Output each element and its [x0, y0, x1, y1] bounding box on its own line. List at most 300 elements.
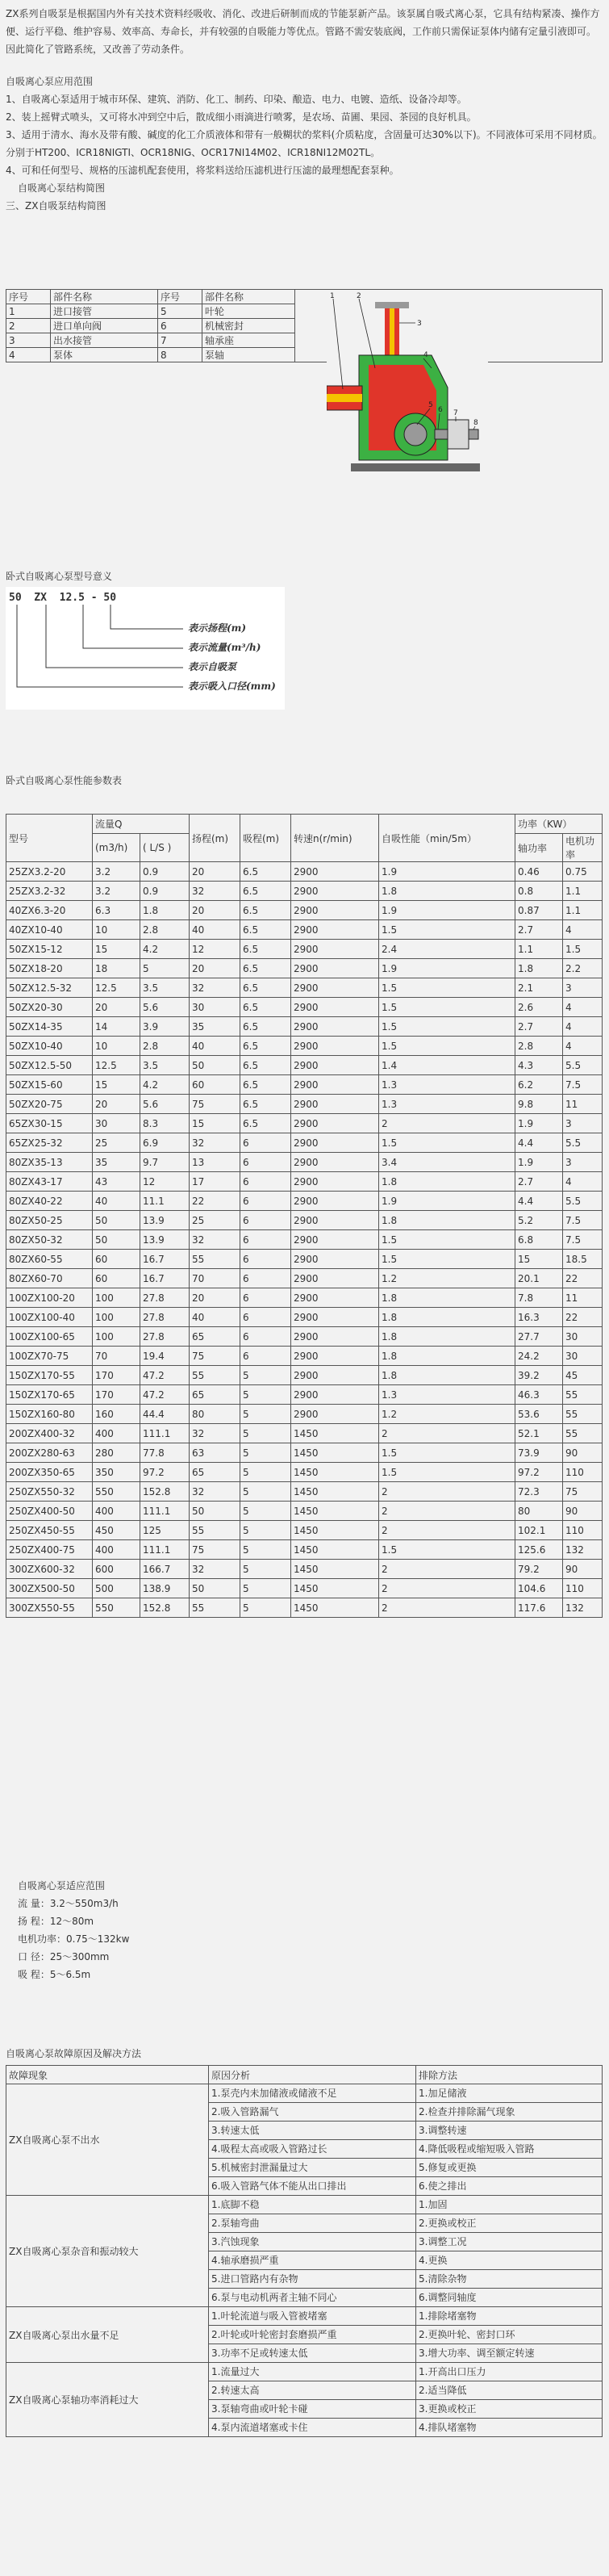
app-title: 自吸离心泵应用范围	[6, 76, 94, 87]
params-cell: 6.5	[240, 940, 291, 959]
params-cell: 2900	[291, 1037, 379, 1056]
params-cell: 1.5	[379, 1443, 515, 1463]
params-cell: 17	[190, 1172, 240, 1192]
params-cell: 19.4	[140, 1347, 190, 1366]
params-cell: 6.9	[140, 1133, 190, 1153]
params-cell: 16.7	[140, 1269, 190, 1288]
params-cell: 150ZX170-65	[6, 1385, 93, 1405]
params-cell: 22	[563, 1308, 603, 1327]
params-cell: 3.2	[93, 862, 140, 882]
th-motor: 电机功率	[563, 834, 603, 862]
params-cell: 1.8	[379, 1347, 515, 1366]
params-cell: 55	[563, 1385, 603, 1405]
params-cell: 104.6	[515, 1579, 563, 1598]
params-cell: 111.1	[140, 1540, 190, 1560]
params-cell: 80ZX50-25	[6, 1211, 93, 1230]
fix-item: 6.调整同轴度	[416, 2288, 602, 2306]
cause-item: 4.泵内流道堵塞或卡住	[209, 2418, 415, 2436]
fault-symptom: ZX自吸离心泵不出水	[6, 2084, 209, 2196]
params-cell: 5.6	[140, 998, 190, 1017]
params-row	[6, 1502, 603, 1521]
params-row	[6, 1056, 603, 1075]
params-cell: 6.5	[240, 1056, 291, 1075]
params-cell: 20	[93, 1095, 140, 1114]
params-cell: 32	[190, 1560, 240, 1579]
params-cell: 13.9	[140, 1230, 190, 1250]
params-cell: 50	[93, 1230, 140, 1250]
params-cell: 47.2	[140, 1385, 190, 1405]
params-row	[6, 1288, 603, 1308]
fault-row	[6, 2307, 603, 2363]
params-cell: 90	[563, 1560, 603, 1579]
params-cell: 6.5	[240, 1114, 291, 1133]
params-cell: 1.5	[379, 1540, 515, 1560]
params-cell: 6.5	[240, 901, 291, 920]
params-cell: 150ZX160-80	[6, 1405, 93, 1424]
params-cell: 12	[190, 940, 240, 959]
params-cell: 32	[190, 882, 240, 901]
intro-text: ZX系列自吸泵是根据国内外有关技术资料经吸收、消化、改进后研制而成的节能泵新产品。该泵属自吸式离心泵，它具有结构紧凑、操作方便、运行平稳、维护容易、效率高、寿命长，并有较强的自吸能力等优点。管路不需安装底阀，工作前只需保证泵体内储有定量引液即可。因此简化了管路系统，又改善了劳动条件。	[6, 8, 600, 55]
params-cell: 11	[563, 1288, 603, 1308]
params-cell: 2	[379, 1521, 515, 1540]
params-cell: 110	[563, 1579, 603, 1598]
app-item-2: 2、装上摇臂式喷头，又可将水冲到空中后，散成细小雨滴进行喷雾，是农场、苗圃、果园、茶园的良好机具。	[6, 111, 477, 123]
params-cell: 20.1	[515, 1269, 563, 1288]
params-cell: 75	[563, 1482, 603, 1502]
model-note-head: 表示扬程(m)	[188, 622, 247, 634]
params-cell: 5	[240, 1502, 291, 1521]
params-cell: 90	[563, 1502, 603, 1521]
params-cell: 1.8	[515, 959, 563, 978]
params-cell: 100ZX100-65	[6, 1327, 93, 1347]
range-item-3: 电机功率：0.75～132kw	[18, 1933, 130, 1945]
params-cell: 27.8	[140, 1288, 190, 1308]
params-cell: 110	[563, 1463, 603, 1482]
params-cell: 80ZX43-17	[6, 1172, 93, 1192]
params-cell: 2.8	[140, 920, 190, 940]
params-cell: 2	[379, 1482, 515, 1502]
params-cell: 0.87	[515, 901, 563, 920]
fix-item: 1.开高出口压力	[419, 2366, 486, 2377]
params-cell: 12.5	[93, 978, 140, 998]
fix-item: 5.清除杂物	[416, 2269, 602, 2288]
params-cell: 100	[93, 1327, 140, 1347]
params-cell: 15	[190, 1114, 240, 1133]
params-cell: 2900	[291, 862, 379, 882]
range-item-5: 吸 程：5～6.5m	[18, 1969, 91, 1980]
th-flow: 流量Q	[93, 815, 190, 834]
params-cell: 1.3	[379, 1095, 515, 1114]
range-item-1: 流 量：3.2～550m3/h	[18, 1898, 119, 1909]
params-cell: 1.9	[379, 1192, 515, 1211]
params-cell: 100	[93, 1288, 140, 1308]
params-cell: 22	[190, 1192, 240, 1211]
params-cell: 32	[190, 1230, 240, 1250]
params-cell: 6.5	[240, 920, 291, 940]
params-cell: 2900	[291, 1405, 379, 1424]
params-cell: 5	[240, 1521, 291, 1540]
struct-title-2: 三、ZX自吸泵结构简图	[6, 200, 106, 212]
cause-item: 1.泵壳内未加储液或储液不足	[211, 2088, 337, 2099]
params-cell: 80ZX60-55	[6, 1250, 93, 1269]
params-cell: 1450	[291, 1521, 379, 1540]
cause-item: 2.泵轴弯曲	[209, 2214, 415, 2232]
params-cell: 8.3	[140, 1114, 190, 1133]
params-cell: 2900	[291, 882, 379, 901]
params-cell: 11.1	[140, 1192, 190, 1211]
params-cell: 5	[240, 1366, 291, 1385]
params-cell: 1.3	[379, 1385, 515, 1405]
params-cell: 20	[190, 862, 240, 882]
params-cell: 550	[93, 1482, 140, 1502]
params-cell: 44.4	[140, 1405, 190, 1424]
parts-cell: 机械密封	[202, 319, 295, 333]
params-row	[6, 862, 603, 882]
params-cell: 2	[379, 1598, 515, 1618]
params-cell: 5.6	[140, 1095, 190, 1114]
params-cell: 0.46	[515, 862, 563, 882]
params-cell: 2900	[291, 998, 379, 1017]
params-cell: 1.9	[379, 901, 515, 920]
params-cell: 100	[93, 1308, 140, 1327]
params-cell: 13.9	[140, 1211, 190, 1230]
params-cell: 15	[515, 1250, 563, 1269]
params-cell: 6.8	[515, 1230, 563, 1250]
params-cell: 14	[93, 1017, 140, 1037]
fault-symptom: ZX自吸离心泵杂音和振动较大	[6, 2196, 209, 2307]
params-cell: 6.5	[240, 882, 291, 901]
parts-cell: 进口接管	[51, 304, 158, 319]
params-cell: 39.2	[515, 1366, 563, 1385]
params-cell: 1.5	[379, 920, 515, 940]
params-cell: 1.9	[379, 959, 515, 978]
params-cell: 7.5	[563, 1230, 603, 1250]
params-cell: 3	[563, 1114, 603, 1133]
params-cell: 2900	[291, 959, 379, 978]
app-item-3: 3、适用于清水、海水及带有酸、碱度的化工介质液体和带有一般糊状的浆料(介质粘度，含固量可达30%以下)。不同液体可采用不同材质。分别于HT200、ICR18NIGTI、OCR18NIG、OCR17NI14M02、ICR18NI12M02TL。	[6, 129, 603, 158]
params-cell: 50ZX18-20	[6, 959, 93, 978]
params-cell: 6	[240, 1327, 291, 1347]
params-cell: 3.5	[140, 978, 190, 998]
params-cell: 55	[190, 1521, 240, 1540]
params-cell: 20	[93, 998, 140, 1017]
model-note-inlet: 表示吸入口径(mm)	[188, 681, 276, 692]
params-cell: 32	[190, 1482, 240, 1502]
params-cell: 2	[379, 1114, 515, 1133]
params-cell: 75	[190, 1347, 240, 1366]
params-cell: 40	[190, 1037, 240, 1056]
params-cell: 15	[93, 940, 140, 959]
parts-cell: 序号	[158, 290, 202, 304]
params-cell: 300ZX500-50	[6, 1579, 93, 1598]
params-cell: 150ZX170-55	[6, 1366, 93, 1385]
params-cell: 125.6	[515, 1540, 563, 1560]
params-cell: 1450	[291, 1540, 379, 1560]
fix-item: 5.修复或更换	[416, 2158, 602, 2176]
params-cell: 80ZX40-22	[6, 1192, 93, 1211]
params-cell: 0.8	[515, 882, 563, 901]
params-cell: 10	[93, 1037, 140, 1056]
params-cell: 7.5	[563, 1075, 603, 1095]
app-list	[0, 90, 609, 179]
params-row	[6, 1482, 603, 1502]
fig-label-1: 1	[330, 292, 335, 300]
params-cell: 250ZX400-50	[6, 1502, 93, 1521]
params-row	[6, 1308, 603, 1327]
params-cell: 2900	[291, 978, 379, 998]
params-row	[6, 1598, 603, 1618]
params-cell: 1.8	[379, 1172, 515, 1192]
params-row	[6, 1385, 603, 1405]
params-cell: 200ZX400-32	[6, 1424, 93, 1443]
cause-item: 4.吸程太高或吸入管路过长	[209, 2139, 415, 2158]
cause-item: 2.吸入管路漏气	[209, 2102, 415, 2121]
params-cell: 65ZX25-32	[6, 1133, 93, 1153]
params-cell: 46.3	[515, 1385, 563, 1405]
params-cell: 1450	[291, 1560, 379, 1579]
parts-cell: 6	[158, 319, 202, 333]
params-cell: 5	[240, 1540, 291, 1560]
params-cell: 3.5	[140, 1056, 190, 1075]
fault-fixes	[416, 2196, 603, 2307]
params-cell: 53.6	[515, 1405, 563, 1424]
params-cell: 100ZX100-40	[6, 1308, 93, 1327]
params-cell: 250ZX550-32	[6, 1482, 93, 1502]
params-row	[6, 901, 603, 920]
th-shaft: 轴功率	[515, 834, 563, 862]
params-cell: 550	[93, 1598, 140, 1618]
pump-diagram	[327, 291, 488, 488]
cause-item: 6.吸入管路气体不能从出口排出	[209, 2176, 415, 2195]
params-cell: 152.8	[140, 1482, 190, 1502]
params-cell: 0.75	[563, 862, 603, 882]
params-cell: 2	[379, 1424, 515, 1443]
params-cell: 5.5	[563, 1056, 603, 1075]
params-cell: 2900	[291, 1308, 379, 1327]
fault-symptom: ZX自吸离心泵出水量不足	[6, 2307, 209, 2363]
params-cell: 70	[190, 1269, 240, 1288]
params-cell: 30	[190, 998, 240, 1017]
params-cell: 73.9	[515, 1443, 563, 1463]
params-cell: 65	[190, 1385, 240, 1405]
params-cell: 1.8	[379, 1288, 515, 1308]
params-cell: 55	[190, 1366, 240, 1385]
params-cell: 2.1	[515, 978, 563, 998]
params-cell: 1.1	[515, 940, 563, 959]
params-cell: 2	[379, 1579, 515, 1598]
params-cell: 1.5	[379, 1037, 515, 1056]
params-cell: 132	[563, 1540, 603, 1560]
params-cell: 27.8	[140, 1327, 190, 1347]
params-cell: 77.8	[140, 1443, 190, 1463]
params-table	[6, 814, 603, 1618]
cause-item: 4.轴承磨损严重	[209, 2251, 415, 2269]
params-cell: 9.7	[140, 1153, 190, 1172]
params-row	[6, 1133, 603, 1153]
params-row	[6, 1443, 603, 1463]
params-row	[6, 1269, 603, 1288]
parts-cell: 叶轮	[202, 304, 295, 319]
parts-cell: 1	[6, 304, 51, 319]
th-flow-ls: ( L/S )	[140, 834, 190, 862]
fix-item: 4.更换	[416, 2251, 602, 2269]
params-cell: 75	[190, 1095, 240, 1114]
params-row	[6, 1075, 603, 1095]
th-model: 型号	[6, 815, 93, 862]
params-cell: 32	[190, 1133, 240, 1153]
params-cell: 2.8	[515, 1037, 563, 1056]
cause-item: 5.进口管路内有杂物	[209, 2269, 415, 2288]
params-cell: 2.7	[515, 1017, 563, 1037]
params-cell: 65	[190, 1463, 240, 1482]
fig-label-4: 4	[423, 351, 428, 359]
params-cell: 0.9	[140, 862, 190, 882]
params-cell: 6	[240, 1153, 291, 1172]
params-cell: 2.6	[515, 998, 563, 1017]
params-cell: 6	[240, 1230, 291, 1250]
params-cell: 10	[93, 920, 140, 940]
cause-item: 3.汽蚀现象	[209, 2232, 415, 2251]
parts-cell: 序号	[6, 290, 51, 304]
range-list	[0, 1895, 609, 1983]
params-cell: 100ZX70-75	[6, 1347, 93, 1366]
params-row	[6, 1405, 603, 1424]
params-cell: 50ZX10-40	[6, 1037, 93, 1056]
params-cell: 50ZX12.5-32	[6, 978, 93, 998]
params-cell: 1.5	[379, 1230, 515, 1250]
params-cell: 75	[190, 1540, 240, 1560]
fault-title: 自吸离心泵故障原因及解决方法	[6, 2048, 142, 2059]
params-cell: 35	[190, 1017, 240, 1037]
params-cell: 1.8	[140, 901, 190, 920]
fix-item: 3.增大功率、调至额定转速	[416, 2344, 602, 2362]
params-cell: 2900	[291, 1385, 379, 1405]
params-cell: 13	[190, 1153, 240, 1172]
params-cell: 5	[240, 1598, 291, 1618]
params-cell: 5.5	[563, 1192, 603, 1211]
params-cell: 4.4	[515, 1133, 563, 1153]
params-cell: 111.1	[140, 1502, 190, 1521]
cause-item: 6.泵与电动机两者主轴不同心	[209, 2288, 415, 2306]
th-power: 功率（KW）	[515, 815, 603, 834]
params-cell: 20	[190, 959, 240, 978]
params-cell: 6.3	[93, 901, 140, 920]
params-cell: 6	[240, 1133, 291, 1153]
cause-item: 2.叶轮或叶轮密封套磨损严重	[209, 2325, 415, 2344]
struct-title: 自吸离心泵结构简图	[18, 182, 106, 194]
params-cell: 1.1	[563, 882, 603, 901]
cause-item: 2.转速太高	[209, 2381, 415, 2399]
fix-item: 3.更换或校正	[416, 2399, 602, 2418]
params-cell: 170	[93, 1366, 140, 1385]
params-cell: 300ZX550-55	[6, 1598, 93, 1618]
cause-item: 3.泵轴弯曲或叶轮卡碰	[209, 2399, 415, 2418]
params-cell: 1450	[291, 1424, 379, 1443]
params-cell: 55	[563, 1424, 603, 1443]
params-cell: 280	[93, 1443, 140, 1463]
params-row	[6, 978, 603, 998]
params-cell: 2900	[291, 1366, 379, 1385]
parts-cell: 泵轴	[202, 348, 295, 362]
params-cell: 52.1	[515, 1424, 563, 1443]
params-cell: 6.5	[240, 1075, 291, 1095]
fix-item: 2.检查并排除漏气现象	[416, 2102, 602, 2121]
params-cell: 80	[190, 1405, 240, 1424]
fault-table	[6, 2065, 603, 2437]
params-cell: 1.9	[379, 862, 515, 882]
params-cell: 5	[240, 1385, 291, 1405]
params-cell: 5	[240, 1482, 291, 1502]
parts-cell: 泵体	[51, 348, 158, 362]
params-cell: 4	[563, 1172, 603, 1192]
params-cell: 2900	[291, 1114, 379, 1133]
params-cell: 25ZX3.2-32	[6, 882, 93, 901]
cause-item: 1.流量过大	[211, 2366, 260, 2377]
params-cell: 50	[190, 1502, 240, 1521]
params-cell: 2900	[291, 1075, 379, 1095]
params-row	[6, 1579, 603, 1598]
params-cell: 4.2	[140, 1075, 190, 1095]
params-cell: 6.5	[240, 978, 291, 998]
params-cell: 40	[93, 1192, 140, 1211]
params-cell: 200ZX280-63	[6, 1443, 93, 1463]
params-cell: 400	[93, 1540, 140, 1560]
params-cell: 16.3	[515, 1308, 563, 1327]
params-cell: 5	[240, 1560, 291, 1579]
cause-item: 5.机械密封泄漏量过大	[209, 2158, 415, 2176]
params-cell: 500	[93, 1579, 140, 1598]
params-cell: 6.5	[240, 1037, 291, 1056]
params-cell: 63	[190, 1443, 240, 1463]
fault-causes	[209, 2084, 416, 2196]
params-cell: 18	[93, 959, 140, 978]
fix-item: 2.适当降低	[416, 2381, 602, 2399]
fix-item: 4.排队堵塞物	[416, 2418, 602, 2436]
params-cell: 300ZX600-32	[6, 1560, 93, 1579]
params-cell: 12.5	[93, 1056, 140, 1075]
params-cell: 4	[563, 920, 603, 940]
params-cell: 2900	[291, 1269, 379, 1288]
params-cell: 102.1	[515, 1521, 563, 1540]
th-suction: 吸程(m)	[240, 815, 291, 862]
parts-cell: 部件名称	[202, 290, 295, 304]
params-cell: 27.8	[140, 1308, 190, 1327]
params-cell: 1.5	[379, 1133, 515, 1153]
params-cell: 40	[190, 920, 240, 940]
params-cell: 3.2	[93, 882, 140, 901]
th-selfprime: 自吸性能（min/5m）	[379, 815, 515, 862]
parts-cell: 4	[6, 348, 51, 362]
params-cell: 2.4	[379, 940, 515, 959]
model-figure	[6, 587, 285, 710]
fault-row	[6, 2084, 603, 2196]
params-cell: 4.2	[140, 940, 190, 959]
th-head: 扬程(m)	[190, 815, 240, 862]
params-cell: 50ZX15-12	[6, 940, 93, 959]
params-row	[6, 1327, 603, 1347]
fix-item: 6.使之排出	[416, 2176, 602, 2195]
fix-item: 1.排除堵塞物	[419, 2310, 477, 2322]
model-note-type: 表示自吸泵	[188, 661, 237, 672]
params-cell: 6	[240, 1308, 291, 1327]
params-cell: 6.5	[240, 862, 291, 882]
params-cell: 50ZX20-30	[6, 998, 93, 1017]
params-cell: 117.6	[515, 1598, 563, 1618]
params-cell: 1.5	[379, 1250, 515, 1269]
params-cell: 2.7	[515, 1172, 563, 1192]
fix-item: 2.更换叶轮、密封口环	[416, 2325, 602, 2344]
range-item-2: 扬 程：12～80m	[18, 1916, 94, 1927]
